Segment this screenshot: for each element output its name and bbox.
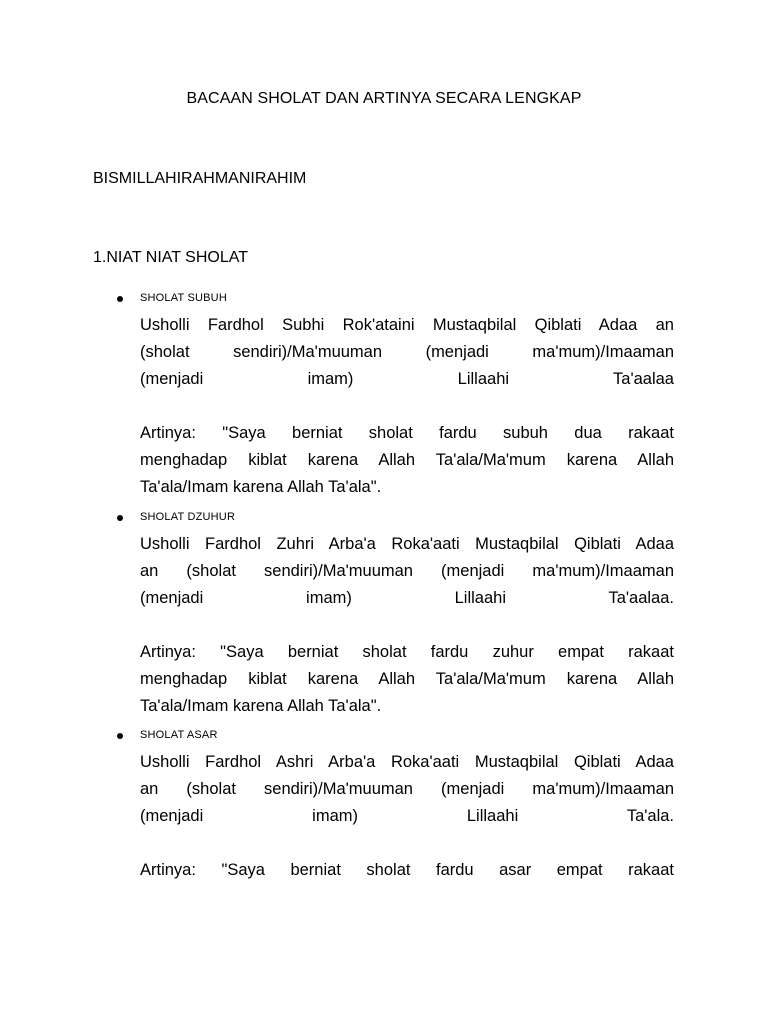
arti-line: Artinya: "Saya berniat sholat fardu zuhur empat rakaat	[140, 643, 674, 661]
arti-line: Ta'ala/Imam karena Allah Ta'ala".	[140, 697, 382, 715]
niat-line: Usholli Fardhol Subhi Rok'ataini Mustaqbilal Qiblati Adaa an	[140, 316, 674, 334]
arti-line: menghadap kiblat karena Allah Ta'ala/Ma'mum karena Allah	[140, 451, 674, 469]
niat-line: an (sholat sendiri)/Ma'muuman (menjadi ma'mum)/Imaaman	[140, 780, 674, 798]
item-label: SHOLAT SUBUH	[140, 292, 227, 304]
niat-line: (sholat sendiri)/Ma'muuman (menjadi ma'mum)/Imaaman	[140, 343, 674, 361]
arti-line: Artinya: "Saya berniat sholat fardu asar empat rakaat	[140, 861, 674, 879]
bullet-icon	[117, 296, 123, 302]
bullet-icon	[117, 733, 123, 739]
item-label: SHOLAT DZUHUR	[140, 511, 236, 523]
arti-line: Artinya: "Saya berniat sholat fardu subuh dua rakaat	[140, 424, 674, 442]
niat-line: Usholli Fardhol Ashri Arba'a Roka'aati Mustaqbilal Qiblati Adaa	[140, 753, 674, 771]
niat-line: an (sholat sendiri)/Ma'muuman (menjadi ma'mum)/Imaaman	[140, 562, 674, 580]
document-title: BACAAN SHOLAT DAN ARTINYA SECARA LENGKAP	[186, 90, 582, 107]
section-heading: 1.NIAT NIAT SHOLAT	[93, 249, 248, 266]
arti-line: menghadap kiblat karena Allah Ta'ala/Ma'mum karena Allah	[140, 670, 674, 688]
niat-line: (menjadi imam) Lillaahi Ta'aalaa	[140, 370, 674, 388]
niat-line: (menjadi imam) Lillaahi Ta'ala.	[140, 807, 674, 825]
item-label: SHOLAT ASAR	[140, 729, 218, 741]
niat-line: Usholli Fardhol Zuhri Arba'a Roka'aati Mustaqbilal Qiblati Adaa	[140, 535, 674, 553]
niat-line: (menjadi imam) Lillaahi Ta'aalaa.	[140, 589, 674, 607]
arti-line: Ta'ala/Imam karena Allah Ta'ala".	[140, 478, 382, 496]
bullet-icon	[117, 515, 123, 521]
opening-line: BISMILLAHIRAHMANIRAHIM	[93, 170, 307, 187]
